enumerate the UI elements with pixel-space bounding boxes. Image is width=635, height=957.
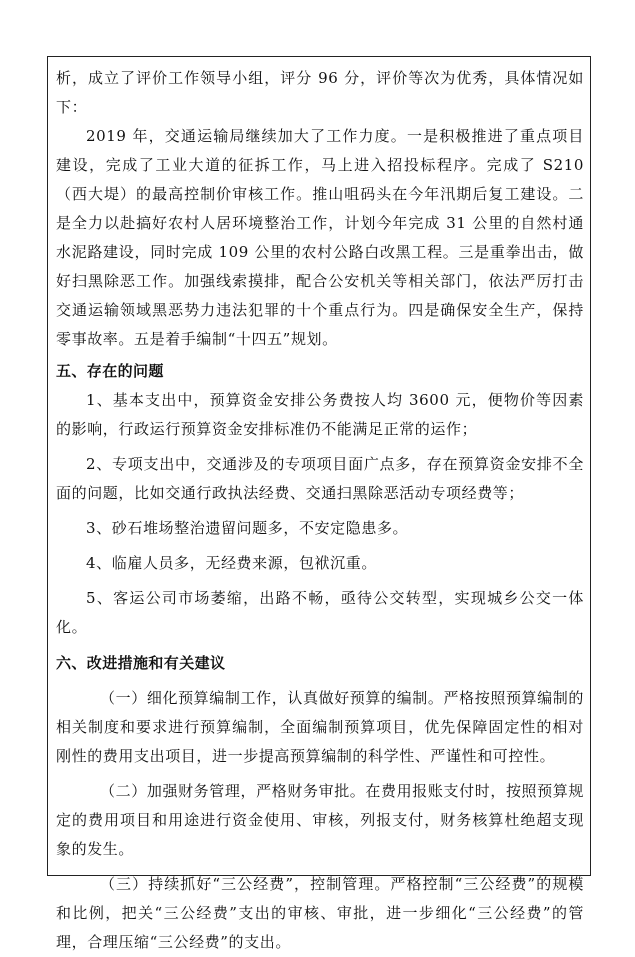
measure-item-1: （一）细化预算编制工作，认真做好预算的编制。严格按照预算编制的相关制度和要求进行预算编制，全面编制预算项目，优先保障固定性的相对刚性的费用支出项目，进一步提高预算编制的科学性、严谨性和可控性。 [56,689,584,765]
section-five-heading: 五、存在的问题 [56,362,164,380]
section-six-heading: 六、改进措施和有关建议 [56,654,226,672]
measure-item-2: （二）加强财务管理，严格财务审批。在费用报账支付时，按照预算规定的费用项目和用途进行资金使用、审核，列报支付，财务核算杜绝超支现象的发生。 [56,782,584,858]
problem-item-2: 2、专项支出中，交通涉及的专项项目面广点多，存在预算资金安排不全面的问题，比如交通行政执法经费、交通扫黑除恶活动专项经费等； [56,455,584,502]
problem-item-4: 4、临雇人员多，无经费来源，包袱沉重。 [86,554,377,572]
measure-item-3: （三）持续抓好“三公经费”，控制管理。严格控制“三公经费”的规模和比例，把关“三公经费”支出的审核、审批，进一步细化“三公经费”的管理，合理压缩“三公经费”的支出。 [56,875,584,951]
problem-item-1: 1、基本支出中，预算资金安排公务费按人均 3600 元，便物价等因素的影响，行政运行预算资金安排标准仍不能满足正常的运作； [56,391,584,438]
document-body [56,64,584,957]
problem-item-5: 5、客运公司市场萎缩，出路不畅，亟待公交转型，实现城乡公交一体化。 [56,589,584,636]
work-progress-paragraph: 2019 年，交通运输局继续加大了工作力度。一是积极推进了重点项目建设，完成了工业大道的征拆工作，马上进入招投标程序。完成了 S210（西大堤）的最高控制价审核工作。推山咀码头在今年汛期后复工建设。二是全力以赴搞好农村人居环境整治工作，计划今年完成 31 公里的自然村通水泥路建设，同时完成 109 公里的农村公路白改黑工程。三是重拳出击，做好扫黑除恶工作。加强线索摸排，配合公安机关等相关部门，依法严厉打击交通运输领域黑恶势力违法犯罪的十个重点行为。四是确保安全生产，保持零事故率。五是着手编制“十四五”规划。 [56,127,584,348]
intro-tail-paragraph: 析，成立了评价工作领导小组，评分 96 分，评价等次为优秀，具体情况如下： [56,69,584,116]
problem-item-3: 3、砂石堆场整治遗留问题多，不安定隐患多。 [86,519,409,537]
